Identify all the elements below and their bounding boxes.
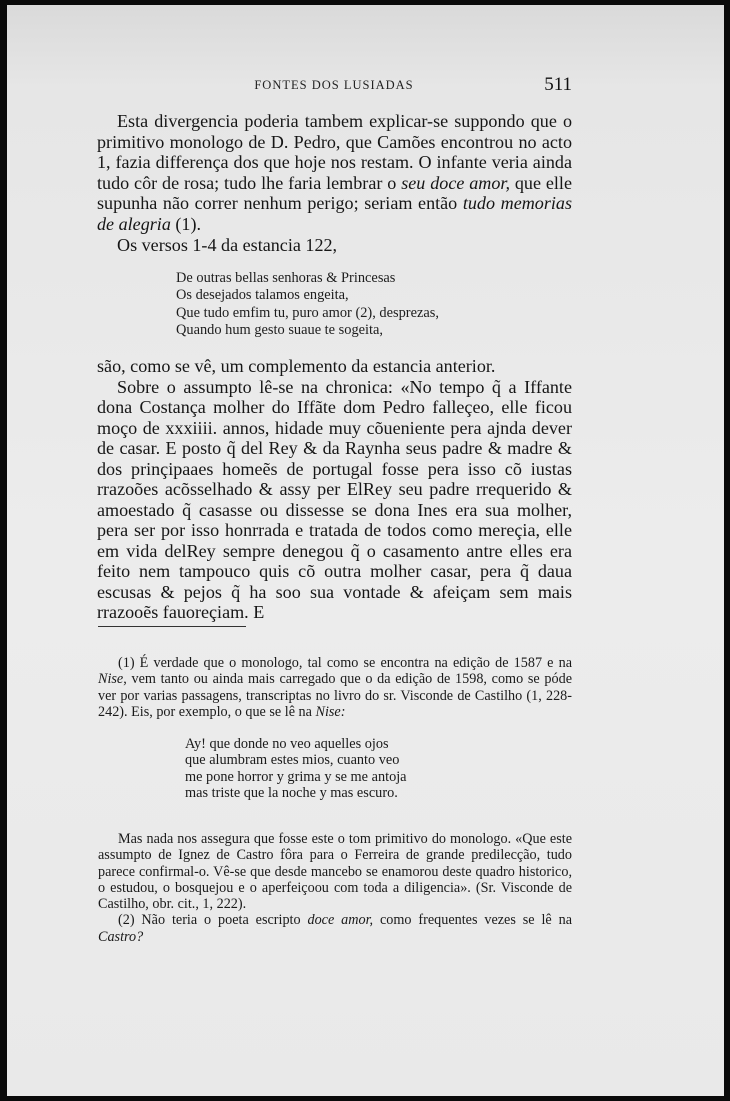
body-text-top xyxy=(97,111,572,255)
paragraph-3: são, como se vê, um complemento da estancia anterior. xyxy=(97,356,496,376)
verse-line: mas triste que la noche y mas escuro. xyxy=(185,784,398,801)
p1-italic-doce-amor: seu doce amor, xyxy=(401,172,510,193)
fn1-italic-nise: Nise xyxy=(98,671,124,688)
fn2-italic-doce-amor: doce amor, xyxy=(307,912,374,929)
verse-quote-1 xyxy=(176,270,516,340)
body-text-bottom xyxy=(97,356,572,623)
p1-text-mid: que elle supunha não correr nenhum perigo; seriam então xyxy=(97,172,572,214)
footnote-rule xyxy=(98,626,246,627)
footnote-2 xyxy=(98,912,572,945)
verse-line: De outras bellas senhoras & Princesas xyxy=(176,270,396,286)
verse-line: me pone horror y grima y se me antoja xyxy=(185,768,407,785)
paragraph-1 xyxy=(97,111,572,235)
scan-border-right xyxy=(724,0,730,1101)
scan-border-top xyxy=(0,0,730,5)
p1-italic-memorias: tudo memorias de alegria xyxy=(97,193,572,234)
fn2-italic-castro: Castro? xyxy=(98,928,144,945)
fn2-text-a: (2) Não teria o poeta escripto xyxy=(118,912,308,929)
verse-line: Os desejados talamos engeita, xyxy=(176,287,349,304)
running-head: FONTES DOS LUSIADAS xyxy=(254,78,414,92)
footnote-1 xyxy=(98,655,572,720)
verse-line: Ay! que donde no veo aquelles ojos xyxy=(185,736,389,753)
verse-line: Que tudo emfim tu, puro amor (2), desprezas, xyxy=(176,304,439,321)
fn2-text-b: como frequentes vezes se lê na xyxy=(373,912,572,929)
paragraph-2: Os versos 1-4 da estancia 122, xyxy=(117,234,338,255)
fn1-italic-nise-2: Nise: xyxy=(315,703,346,720)
page-header xyxy=(96,74,572,96)
p1-text-start: Esta divergencia poderia tambem explicar-se suppondo que o primitivo monologo de D. Pedro, que Camões encontrou no acto 1, fazia differença dos que hoje nos restam. O infante veria ainda tudo côr de rosa; tudo lhe faria lembrar o xyxy=(97,111,572,193)
verse-quote-2 xyxy=(185,736,572,801)
fn1-text-a: (1) É verdade que o monologo, tal como se encontra na edição de 1587 e na xyxy=(118,655,572,671)
footnote-1-continued: Mas nada nos assegura que fosse este o tom primitivo do monologo. «Que este assumpto de Ignez de Castro fôra para o Ferreira de grande predilecção, tudo parece confirmal-o. Vê-se que desde mancebo se enamorou deste quadro historico, o estudou, o bosquejou e o aperfeiçoou com toda a diligencia». (Sr. Visconde de Castilho, obr. cit., 1, 222). xyxy=(98,831,572,913)
paragraph-4: Sobre o assumpto lê-se na chronica: «No tempo q̃ a Iffante dona Costança molher do Iffãte dom Pedro falleçeo, elle ficou moço de xxxiiii. annos, hidade muy cõueniente pera ajnda dever de casar. E posto q̃ del Rey & da Raynha seus padre & madre & dos prinçipaaes homeẽs de portugal fosse pera isso cõ iustas rrazoões acõsselhado & assy per ElRey seu padre rrequerido & amoestado q̃ casasse ou dissesse se dona Ines era sua molher, pera ser por isso honrrada e tratada de todos como mereçia, elle em vida delRey sempre denegou q̃ o casamento antre elles era feito nem tampouco quis cõ outra molher casar, pera q̃ daua escusas & pejos q̃ ha soo sua vontade & afeiçam sem mais rrazooẽs fauoreçiam. E xyxy=(97,376,572,622)
p1-text-end: (1). xyxy=(170,213,202,234)
fn1-text-b: , vem tanto ou ainda mais carregado que o da edição de 1598, como se póde ver por varias passagens, transcriptas no livro do sr. Visconde de Castilho (1, 228-242). Eis, por exemplo, o que se lê na xyxy=(98,671,572,720)
verse-line: Quando hum gesto suaue te sogeita, xyxy=(176,322,384,339)
page-number: 511 xyxy=(544,74,572,95)
scan-border-left xyxy=(0,0,7,1101)
verse-line: que alumbram estes mios, cuanto veo xyxy=(185,752,400,769)
scan-border-bottom xyxy=(0,1096,730,1101)
footnotes xyxy=(98,655,572,945)
